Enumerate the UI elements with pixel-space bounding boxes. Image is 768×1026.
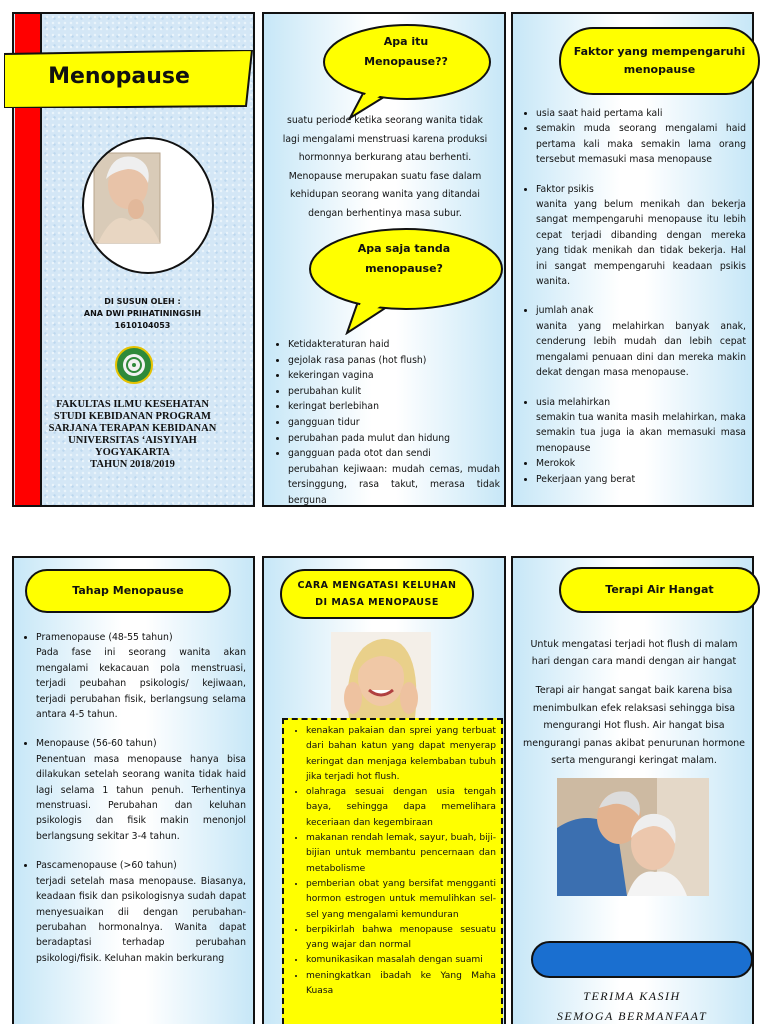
factor-title: jumlah anak	[536, 305, 594, 317]
list-item: • perubahan kejiwaan: mudah cemas, mudah tersinggung, rasa takut, merasa tidak berguna	[288, 462, 500, 508]
closing-line1: TERIMA KASIH	[583, 989, 681, 1003]
list-item: • meningkatkan ibadah ke Yang Maha Kuasa	[306, 969, 496, 1000]
cover-photo	[82, 137, 214, 274]
city-line: YOGYAKARTA	[95, 447, 170, 458]
list-item: • olahraga sesuai dengan usia tengah baya, sehingga dapa memelihara keceriaan dan kegembiraan	[306, 785, 496, 831]
cover-title: Menopause	[48, 64, 190, 89]
therapy-header: Terapi Air Hangat	[559, 567, 760, 613]
list-item: • perubahan kulit	[288, 384, 500, 400]
therapy-body-line: serta mengurangi keringat malam.	[551, 755, 717, 766]
bubble-signs-line2: menopause?	[365, 262, 443, 275]
year-line: TAHUN 2018/2019	[90, 459, 175, 470]
factors-header-line2: menopause	[623, 63, 696, 76]
stage-title: Pascamenopause (>60 tahun)	[36, 860, 177, 872]
university-line: UNIVERSITAS ‘AISYIYAH	[68, 435, 197, 446]
list-item: • berpikirlah bahwa menopause sesuatu yang wajar dan normal	[306, 923, 496, 954]
stage-title: Menopause (56-60 tahun)	[36, 738, 157, 750]
couple-photo	[557, 778, 709, 896]
list-item	[536, 182, 746, 290]
list-item	[536, 303, 746, 380]
student-id: 1610104053	[114, 321, 171, 330]
bubble-what-is-line1: Apa itu	[383, 35, 429, 48]
list-item: • semakin muda seorang mengalami haid pertama kali maka semakin lama orang tersebut memasuki masa menopause	[536, 121, 746, 167]
closing-line2: SEMOGA BERMANFAAT	[556, 1009, 708, 1023]
signs-list	[270, 337, 500, 508]
therapy-body-line: Terapi air hangat sangat baik karena bisa	[535, 685, 733, 696]
definition-text	[268, 112, 502, 223]
list-item	[536, 395, 746, 457]
factors-header	[559, 27, 760, 95]
stage-title: Pramenopause (48-55 tahun)	[36, 632, 173, 643]
definition-line: dengan berhentinya masa subur.	[308, 207, 462, 219]
list-item: • gangguan pada otot dan sendi	[288, 446, 500, 462]
coping-header	[280, 569, 474, 619]
definition-line: kehidupan seorang wanita yang ditandai	[290, 189, 480, 200]
university-seal-icon	[115, 346, 153, 384]
bubble-signs	[303, 225, 505, 335]
list-item: • keringat berlebihan	[288, 399, 500, 415]
list-item: • perubahan pada mulut dan hidung	[288, 431, 500, 447]
title-banner	[4, 50, 254, 108]
list-item: • makanan rendah lemak, sayur, buah, biji-bijian untuk membantu pencernaan dan metabolisme	[306, 831, 496, 877]
credit-block	[30, 296, 255, 332]
coping-header-line1: CARA MENGATASI KELUHAN	[297, 580, 457, 591]
stage-body: terjadi setelah masa menopause. Biasanya, keadaan fisik dan psikologisnya sudah dapat menyesuaikan dii dengan perubahan-perubahan hormonalnya. Wanita dapat beradaptasi terhadap perubahan psikologi/fisik. Keluhan makin berkurang	[36, 875, 246, 964]
author-name: ANA DWI PRIHATININGSIH	[83, 309, 202, 318]
definition-line: hormonnya berkurang atau berhenti.	[298, 152, 472, 163]
factor-body: wanita yang belum menikah dan bekerja sangat mempengaruhi menopause itu lebih cepat terjadi dibanding dengan mereka yang tidak menikah dan tidak bekerja. Hal ini sangat mempengaruhi keadaan psikis wanita.	[536, 199, 746, 288]
bubble-what-is-line2: Menopause??	[364, 55, 448, 68]
list-item: • Merokok	[536, 456, 746, 471]
blue-pill-decor	[531, 941, 753, 978]
definition-line: suatu periode ketika seorang wanita tidak	[287, 115, 483, 126]
stage-body: Pada fase ini seorang wanita akan mengalami kekacauan pola menstruasi, terjadi peubahan psikologis/ kejiwaan, terjadi perubahan fisik, berlangsung selama antara 4-5 tahun.	[36, 647, 246, 721]
program-line: STUDI KEBIDANAN PROGRAM	[54, 411, 211, 422]
therapy-intro-line: Untuk mengatasi terjadi hot flush di malam	[530, 639, 738, 650]
list-item: • kenakan pakaian dan sprei yang terbuat dari bahan katun yang dapat menyerap keringat dan menjaga kelembaban tubuh jika terjadi hot flush.	[306, 724, 496, 785]
list-item: • usia saat haid pertama kali	[536, 106, 746, 121]
coping-list	[288, 724, 496, 999]
therapy-intro-line: hari dengan cara mandi dengan air hangat	[531, 656, 737, 667]
factor-body: semakin tua wanita masih melahirkan, maka semakin tua juga ia akan memasuki masa menopause	[536, 411, 746, 454]
therapy-intro	[514, 636, 754, 670]
therapy-body-line: mengurangi panas akibat penurunan hormone	[522, 737, 746, 749]
stages-header: Tahap Menopause	[25, 569, 231, 613]
list-item	[36, 630, 246, 722]
list-item: • gejolak rasa panas (hot flush)	[288, 353, 500, 369]
therapy-body-line: menimbulkan efek relaksasi sehingga bisa	[532, 702, 736, 714]
factor-title: usia melahirkan	[536, 396, 611, 408]
definition-line: Menopause merupakan suatu fase dalam	[288, 170, 482, 182]
stages-list	[18, 630, 246, 966]
stage-body: Penentuan masa menopause hanya bisa dilakukan setelah seorang wanita tidak haid lagi selama 1 tahun penuh. Terhentinya menstruasi. Perubahan dan keluhan psikologis dan fisik makin menonjol berlangsung sekitar 3-4 tahun.	[36, 753, 246, 842]
factors-list	[518, 106, 746, 487]
list-item: • Pekerjaan yang berat	[536, 472, 746, 487]
credit-label: DI SUSUN OLEH :	[104, 297, 181, 306]
bubble-signs-line1: Apa saja tanda	[357, 242, 451, 255]
degree-line: SARJANA TERAPAN KEBIDANAN	[48, 423, 217, 434]
bubble-what-is	[320, 22, 492, 120]
closing-message	[512, 986, 752, 1026]
therapy-body-line: mengurangi Hot flush. Air hangat bisa	[543, 720, 725, 731]
list-item: • pemberian obat yang bersifat mengganti hormon estrogen untuk memulihkan sel-sel yang mengalami kemunduran	[306, 877, 496, 923]
coping-photo	[331, 632, 431, 718]
list-item	[36, 736, 246, 844]
factor-title: Faktor psikis	[536, 183, 594, 195]
institution-block	[30, 399, 235, 471]
factors-header-line1: Faktor yang mempengaruhi	[573, 45, 746, 58]
definition-line: lagi mengalami menstruasi karena produksi	[282, 133, 488, 145]
faculty-line: FAKULTAS ILMU KESEHATAN	[56, 399, 209, 410]
therapy-body	[514, 682, 754, 770]
list-item	[36, 858, 246, 966]
list-item: • gangguan tidur	[288, 415, 500, 431]
factor-body: wanita yang melahirkan banyak anak, cenderung lebih mudah dan lebih cepat mengalami penuaan dini dan mereka makin dekat dengan masa menopause.	[536, 320, 746, 379]
list-item: • kekeringan vagina	[288, 368, 500, 384]
list-item: • komunikasikan masalah dengan suami	[306, 953, 496, 968]
coping-header-line2: DI MASA MENOPAUSE	[315, 597, 439, 608]
list-item: • Ketidakteraturan haid	[288, 337, 500, 353]
